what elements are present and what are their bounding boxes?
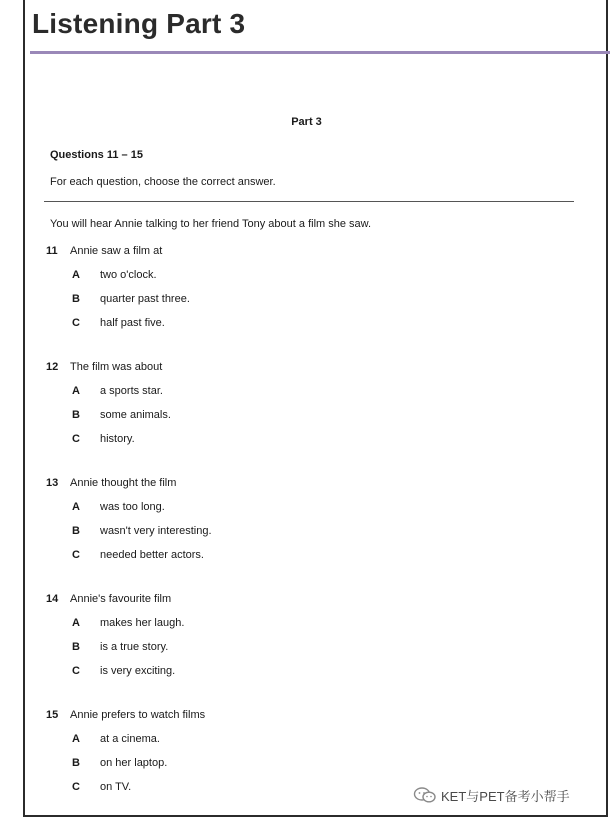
option-letter: A (72, 269, 80, 281)
question-number: 11 (46, 245, 58, 257)
option-text: half past five. (100, 317, 165, 329)
option-letter: C (72, 665, 80, 677)
option-text: two o'clock. (100, 269, 157, 281)
option-b[interactable] (46, 525, 566, 541)
option-a[interactable] (46, 269, 566, 285)
title-underline (30, 51, 610, 54)
part-heading: Part 3 (291, 116, 322, 128)
option-letter: A (72, 501, 80, 513)
question-text: Annie's favourite film (70, 593, 172, 605)
option-c[interactable] (46, 317, 566, 333)
option-text: makes her laugh. (100, 617, 185, 629)
option-text: was too long. (100, 501, 165, 513)
question-number: 13 (46, 477, 59, 489)
question-stem (46, 593, 566, 609)
option-text: is very exciting. (100, 665, 176, 677)
option-a[interactable] (46, 385, 566, 401)
page-title: Listening Part 3 (32, 8, 246, 39)
option-b[interactable] (46, 293, 566, 309)
option-b[interactable] (46, 757, 566, 773)
option-letter: B (72, 757, 80, 769)
option-c[interactable] (46, 433, 566, 449)
option-letter: C (72, 781, 80, 793)
question-stem (46, 245, 566, 261)
option-text: some animals. (100, 409, 171, 421)
question-text: Annie prefers to watch films (70, 709, 206, 721)
watermark-text: KET与PET备考小帮手 (441, 788, 570, 804)
question-14 (46, 593, 566, 681)
option-text: at a cinema. (100, 733, 160, 745)
option-letter: C (72, 317, 80, 329)
option-a[interactable] (46, 617, 566, 633)
wechat-icon (413, 786, 437, 804)
question-stem (46, 709, 566, 725)
listening-intro: You will hear Annie talking to her friend Tony about a film she saw. (50, 218, 372, 230)
option-letter: C (72, 549, 80, 561)
questions-range: Questions 11 – 15 (50, 149, 143, 161)
option-letter: B (72, 525, 80, 537)
question-12 (46, 361, 566, 449)
question-number: 12 (46, 361, 59, 373)
option-text: quarter past three. (100, 293, 190, 305)
option-c[interactable] (46, 549, 566, 565)
option-letter: B (72, 409, 80, 421)
question-number: 14 (46, 593, 59, 605)
option-text: on TV. (100, 781, 132, 793)
option-text: a sports star. (100, 385, 163, 397)
option-c[interactable] (46, 665, 566, 681)
question-11 (46, 245, 566, 333)
option-text: on her laptop. (100, 757, 168, 769)
question-number: 15 (46, 709, 59, 721)
option-text: history. (100, 433, 135, 445)
question-text: Annie saw a film at (70, 245, 163, 257)
option-letter: C (72, 433, 80, 445)
option-letter: B (72, 293, 80, 305)
option-text: is a true story. (100, 641, 169, 653)
option-text: wasn't very interesting. (100, 525, 212, 537)
question-text: The film was about (70, 361, 163, 373)
instruction-text: For each question, choose the correct answer. (50, 176, 276, 188)
option-letter: A (72, 617, 80, 629)
option-a[interactable] (46, 501, 566, 517)
option-text: needed better actors. (100, 549, 204, 561)
option-letter: B (72, 641, 80, 653)
watermark (413, 783, 570, 807)
option-letter: A (72, 733, 80, 745)
option-b[interactable] (46, 641, 566, 657)
question-stem (46, 477, 566, 493)
question-13 (46, 477, 566, 565)
option-b[interactable] (46, 409, 566, 425)
option-letter: A (72, 385, 80, 397)
question-stem (46, 361, 566, 377)
section-divider (44, 201, 574, 202)
question-text: Annie thought the film (70, 477, 177, 489)
option-a[interactable] (46, 733, 566, 749)
